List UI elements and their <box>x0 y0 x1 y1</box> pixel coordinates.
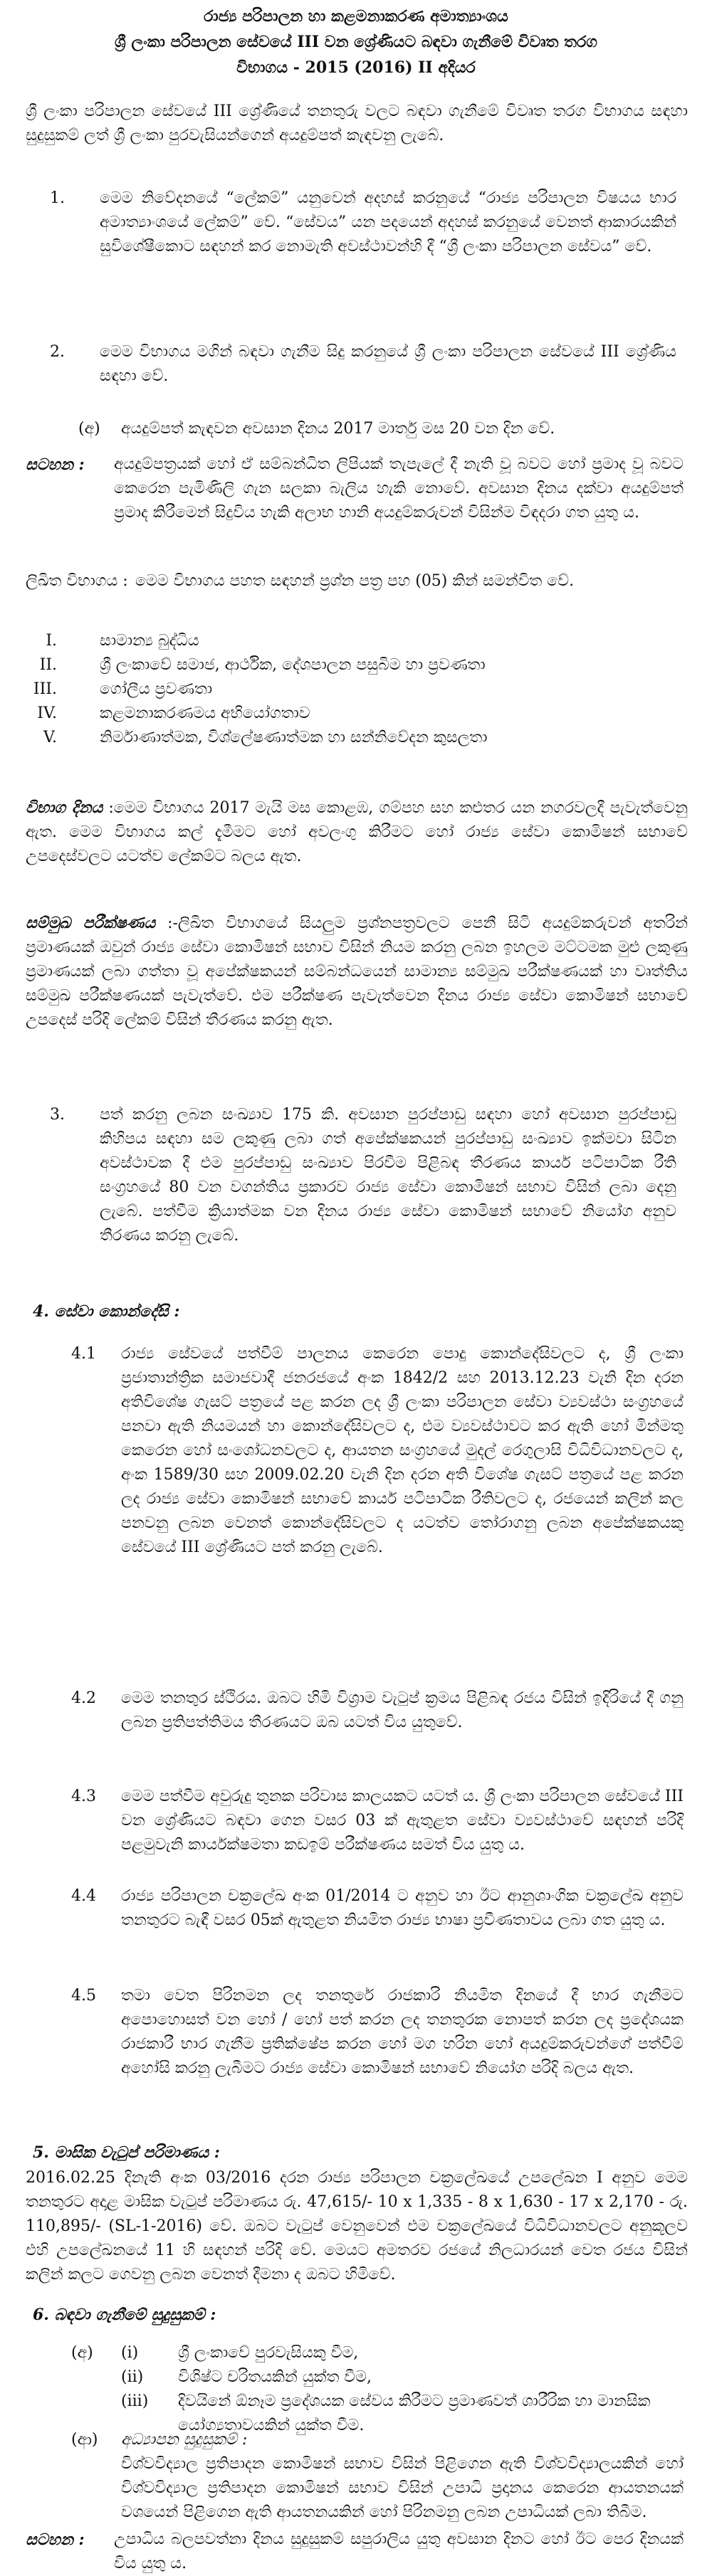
exam-date-paragraph <box>26 796 688 869</box>
list-item: IV. කළමනාකරණමය අභියෝගතාව <box>37 704 310 722</box>
interview-paragraph <box>26 911 688 1033</box>
written-exam-label: ලිඛිත විභාගය : <box>26 572 128 590</box>
condition-4-1 <box>71 1342 684 1560</box>
note-label: සටහන : <box>26 455 85 474</box>
list-item: III. ගෝලීය ප්‍රවණතා <box>33 680 213 698</box>
exam-date-text: :මෙම විභාගය 2017 මැයි මස කොළඹ, ගම්පහ සහ කළුතර යන නගරවලදී පැවැත්වෙනු ඇත. මෙම විභාගය කල් දැමීමට හෝ අවලංගු කිරීමට හෝ රාජ්‍ය සේවා කොමිෂන් සභාවේ උපදෙස්වලට යටත්ව ලේකම්ට බලය ඇත. <box>26 799 688 865</box>
list-item: (ii) විශිෂ්ට චරිතයකින් යුක්ත වීම, <box>121 2368 372 2386</box>
qualification-b-heading: අධ්‍යාපන සුදුසුකම් : <box>121 2431 248 2449</box>
note-label: සටහන : <box>26 2530 85 2549</box>
point-text: මෙම නිවේදනයේ “ලේකම්” යනුවෙන් අදහස් කරනුයේ “රාජ්‍ය පරිපාලන විෂයය භාර අමාත්‍යාංශයේ ලේකම්” වේ. “සේවය” යන පදයෙන් අදහස් කරනුයේ වෙනත් ආකාරයකින් සුවිශේෂීකොට සඳහන් කර නොමැති අවස්ථාවන්හි දී “ශ්‍රී ලංකා පරිපාලන සේවය” වේ. <box>100 189 676 255</box>
condition-4-2 <box>71 1686 684 1735</box>
closing-date-text: අයදුම්පත් කැඳවන අවසාන දිනය 2017 මාර්තු මස 20 වන දින වේ. <box>121 420 555 438</box>
list-item: I. සාමාන්‍ය බුද්ධිය <box>46 632 199 650</box>
point-2 <box>50 340 676 389</box>
interview-label: සම්මුඛ පරීක්ෂණය <box>26 914 156 932</box>
condition-text: තමා වෙත පිරිනමන ලද තනතුරේ රාජකාරි නියමිත දිනයේ දී භාර ගැනීමට අපොහොසත් වන හෝ / හෝ පත් කරන ලද තනතුරක නොපත් කරන ලද ප්‍රදේශයක රාජකාරී භාර ගැනීම ප්‍රතික්ෂේප කරන හෝ මග හරින හෝ අයදුම්කරුවන්ගේ පත්වීම් අහෝසි කරනු ලැබීමට රාජ්‍ය සේවා කොමිෂන් සභාවේ නියෝග පරිදි බලය ඇත. <box>121 1987 684 2077</box>
interview-text: :-ලිඛිත විභාගයේ සියලුම ප්‍රශ්නපත්‍රවලට පෙනී සිටි අයදුම්කරුවන් අතරින් ප්‍රමාණයක් ඔවුන් රාජ්‍ය සේවා කොමිෂන් සභාව විසින් නියම කරනු ලබන ඉහලම මට්ටමක මුළු ලකුණු ප්‍රමාණයක් ලබා ගත්තා වූ අපේක්ෂකයන් සම්බන්ධයෙන් සාමාන්‍ය සම්මුඛ පරීක්ෂණයක් හා වෘත්තිය සම්මුඛ පරීක්ෂණයක් පැවැත්වේ. එම පරීක්ෂණ පැවැත්වෙන දිනය රාජ්‍ය සේවා කොමිෂන් සභාවේ උපදෙස් පරිදි ලේකම් විසින් තීරණය කරනු ඇත. <box>26 914 689 1029</box>
condition-4-3 <box>71 1785 684 1857</box>
point-number: 1. <box>50 189 65 207</box>
ministry-title: රාජ්‍ය පරිපාලන හා කළමනාකරණ අමාත්‍යාංශය <box>204 7 508 26</box>
qualifications-heading: 6. බඳවා ගැනීමේ සුදුසුකම් : <box>33 2306 216 2324</box>
conditions-heading: 4. සේවා කොන්දේසි : <box>33 1302 180 1321</box>
point-3 <box>50 1103 676 1248</box>
condition-4-5 <box>71 1984 684 2081</box>
condition-number: 4.4 <box>71 1887 96 1905</box>
qualification-a-label: (අ) <box>71 2344 93 2362</box>
condition-number: 4.2 <box>71 1689 96 1707</box>
qualification-b-text: විශ්වවිද්‍යාල ප්‍රතිපාදන කොමිෂන් සභාව විසින් පිළිගෙන ඇති විශ්වවිද්‍යාලයකින් හෝ විශ්වවිද්‍යාල ප්‍රතිපාදන කොමිෂන් සභාව විසින් උපාධි ප්‍රදානය කෙරෙන ආයතනයක් වශයෙන් පිළිගෙන ඇති ආයතනයකින් හෝ පිරිනමනු ලබන උපාධියක් ලබා තිබීම. <box>121 2455 684 2521</box>
point-text: මෙම විභාගය මගින් බඳවා ගැනීම සිදු කරනුයේ ශ්‍රී ලංකා පරිපාලන සේවයේ III ශ්‍රේණිය සඳහා වේ. <box>100 343 676 385</box>
point-number: 3. <box>50 1106 65 1124</box>
notice-title-line2: විභාගය - 2015 (2016) II අදියර <box>236 58 476 77</box>
subject-list <box>7 629 691 750</box>
condition-text: මෙම තනතුර ස්ථිරය. ඔබට හිමි විශ්‍රාම වැටුප් ක්‍රමය පිළිබඳ රජය විසින් ඉදිරියේ දී ගනු ලබන ප්‍රතිපත්තිමය තීරණයට ඔබ යටත් විය යුතුවේ. <box>121 1689 684 1731</box>
list-item: (i) ශ්‍රී ලංකාවේ පුරවැසියකු වීම, <box>121 2344 359 2362</box>
condition-number: 4.1 <box>71 1345 96 1363</box>
condition-text: රාජ්‍ය පරිපාලන චක්‍රලේඛ අංක 01/2014 ට අනුව හා ඊට ආනුශාංගික චක්‍රලේඛ අනුව තනතුරට බැඳී වසර 05ක් ඇතුළත නියමිත රාජ්‍ය භාෂා ප්‍රවීණතාවය ලබා ගත යුතු ය. <box>121 1887 684 1929</box>
list-item: V. නිර්මාණාත්මක, විශ්ලේෂණාත්මක හා සන්නිවේදන කුසලතා <box>43 729 488 746</box>
qualification-b-label: (ආ) <box>71 2431 98 2449</box>
condition-4-4 <box>71 1884 684 1933</box>
exam-date-label: විභාග දිනය <box>26 798 103 817</box>
qualification-a-list <box>121 2341 684 2438</box>
intro-paragraph: ශ්‍රී ලංකා පරිපාලන සේවයේ III ශ්‍රේණියේ තනතුරු වලට බඳවා ගැනීමේ විවෘත තරග විභාගය සඳහා සුදුසුකම් ලත් ශ්‍රී ලංකා පුරවැසියන්ගෙන් අයදුම්පත් කැඳවනු ලැබේ. <box>26 102 688 144</box>
salary-heading: 5. මාසික වැටුප් පරිමාණය : <box>33 2143 220 2162</box>
condition-text: මෙම පත්වීම අවුරුදු තුනක පරිවාස කාලයකට යටත් ය. ශ්‍රී ලංකා පරිපාලන සේවයේ III වන ශ්‍රේණියට බඳවා ගෙන වසර 03 ක් ඇතුළත සේවා ව්‍යවස්ථාවේ සඳහන් පරිදි පළමුවැනි කාර්යක්ෂමතා කඩඉම් පරීක්ෂණය සමත් විය යුතු ය. <box>121 1788 684 1854</box>
written-exam-text: මෙම විභාගය පහත සඳහන් ප්‍රශ්න පත්‍ර පහ (05) කින් සමන්විත වේ. <box>135 572 575 590</box>
condition-text: රාජ්‍ය සේවයේ පත්වීම් පාලනය කෙරෙන පොදු කොන්දේසිවලට ද, ශ්‍රී ලංකා ප්‍රජාතාන්ත්‍රික සමාජවාදී ජනරජයේ අංක 1842/2 සහ 2013.12.23 වැනි දින දරන අතිවිශේෂ ගැසට් පත්‍රයේ පළ කරන ලද ශ්‍රී ලංකා පරිපාලන සේවා ව්‍යවස්ථා සංග්‍රහයේ පනවා ඇති නියමයන් හා කොන්දේසිවලට ද, එම ව්‍යවස්ථාවට කර ඇති හෝ මින්මතු කෙරෙන හෝ සංශෝධනවලට ද, ආයතන සංග්‍රහයේ මුදල් රෙගුලාසි විධිවිධානවලට ද, අංක 1589/30 සහ 2009.02.20 වැනි දින දරන අති විශේෂ ගැසට් පත්‍රයේ පළ කරන ලද රාජ්‍ය සේවා කොමිෂන් සභාවේ කාර්ය පටිපාටික රීතිවලට ද, රජයෙන් කලින් කල පනවනු ලබන වෙනත් කොන්දේසිවලට ද යටත්ව තෝරාගනු ලබන අපේක්ෂකයකු සේවයේ III ශ්‍රේණියට පත් කරනු ලැබේ. <box>121 1345 684 1556</box>
closing-label: (අ) <box>78 420 100 438</box>
salary-text: 2016.02.25 දිනැති අංක 03/2016 දරන රාජ්‍ය පරිපාලන චක්‍රලේඛයේ උපලේඛන I අනුව මෙම තනතුරට අදාළ මාසික වැටුප් පරිමාණය රු. 47,615/- 10 x 1,335 - 8 x 1,630 - 17 x 2,170 - රු. 110,895/- (SL-1-2016) වේ. ඔබට වැටුප් වෙනුවෙන් එම චක්‍රලේඛයේ විධිවිධානවලට අනුකූලව එහි උපලේඛනයේ 11 හි සඳහන් පරිදි වේ. මෙයට අමතරව රජයේ නිලධාරයන් වෙත රජය විසින් කලින් කලට ගෙවනු ලබන වෙනත් දීමනා ද ඔබට හිමිවේ. <box>26 2169 688 2284</box>
point-1 <box>50 186 676 259</box>
point-text: පත් කරනු ලබන සංඛ්‍යාව 175 කි. අවසාන පුරප්පාඩු සඳහා හෝ අවසාන පුරප්පාඩු කිහිපය සඳහා සම ලකුණු ලබා ගත් අපේක්ෂකයන් පුරප්පාඩු සංඛ්‍යාව ඉක්මවා සිටින අවස්ථාවක දී එම පුරප්පාඩු සංඛ්‍යාව පිරවීම පිළිබඳ තීරණය කාර්ය පටිපාටික රීති සංග්‍රහයේ 80 වන වගන්තිය ප්‍රකාරව රාජ්‍ය සේවා කොමිෂන් සභාව විසින් ලබා දෙනු ලැබේ. පත්වීම ක්‍රියාත්මක වන දිනය රාජ්‍ය සේවා කොමිෂන් සභාවේ නියෝග අනුව තීරණය කරනු ලැබේ. <box>100 1106 676 1245</box>
notice-title-line1: ශ්‍රී ලංකා පරිපාලන සේවයේ III වන ශ්‍රේණියට බඳවා ගැනීමේ විවෘත තරග <box>115 33 597 51</box>
list-item: (iii) දිවයිනේ ඕනෑම ප්‍රදේශයක සේවය කිරීමට ප්‍රමාණවත් ශාරීරික හා මානසික යෝග්‍යතාවයකින් යුක්ත වීම. <box>121 2392 651 2434</box>
condition-number: 4.3 <box>71 1788 96 1805</box>
point-number: 2. <box>50 343 65 361</box>
note-text: අයදුම්පත්‍රයක් හෝ ඒ සම්බන්ධිත ලිපියක් තැපැලේ දී නැති වූ බවට හෝ ප්‍රමාද වූ බවට කෙරෙන පැමිණිලි ගැන සලකා බැලිය හැකි නොවේ. අවසාන දිනය දක්වා අයදුම්පත් ප්‍රමාද කිරීමෙන් සිදුවිය හැකි අලාභ හානි අයදුම්කරුවන් විසින්ම විඳදරා ගත යුතු ය. <box>114 455 684 522</box>
note-text: උපාධිය බලපවත්නා දිනය සුදුසුකම් සපුරාලිය යුතු අවසාන දිනට හෝ ඊට පෙර දිනයක් විය යුතු ය. <box>114 2530 684 2572</box>
condition-number: 4.5 <box>71 1987 96 2005</box>
list-item: II. ශ්‍රී ලංකාවේ සමාජ, ආර්ථික, දේශපාලන පසුබිම හා ප්‍රවණතා <box>39 656 486 674</box>
